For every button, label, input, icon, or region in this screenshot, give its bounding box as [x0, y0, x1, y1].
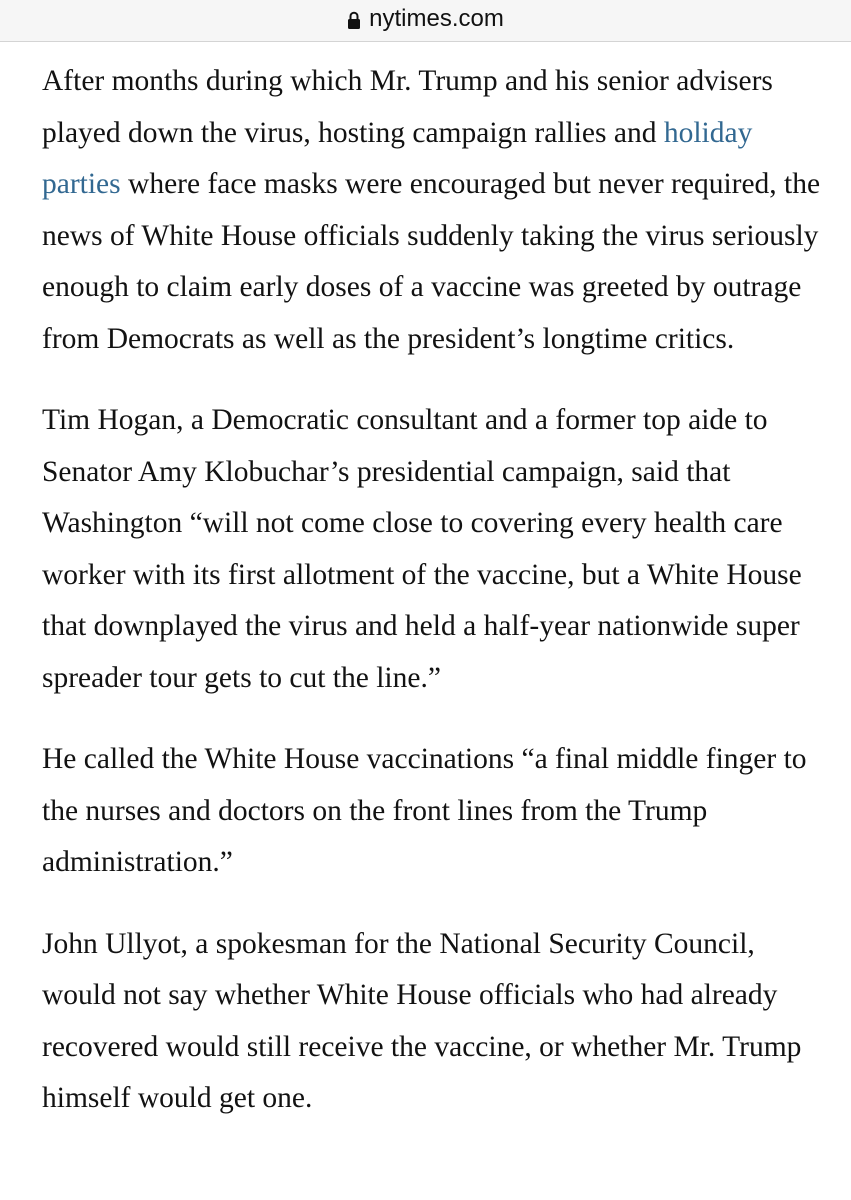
paragraph-3: He called the White House vaccinations “a final middle finger to the nurses and doctors on the front lines from the Trump administration.”	[42, 743, 807, 878]
paragraph-2: Tim Hogan, a Democratic consultant and a former top aide to Senator Amy Klobuchar’s presidential campaign, said that Washington “will not come close to covering every health care worker with its first allotment of the vaccine, but a White House that downplayed the virus and held a half-year nationwide super spreader tour gets to cut the line.”	[42, 404, 802, 694]
holiday-parties-link[interactable]: holiday parties	[42, 116, 753, 200]
paragraph-1	[42, 56, 832, 365]
article-body	[42, 56, 832, 1155]
address-bar[interactable]	[0, 0, 851, 42]
paragraph-4: John Ullyot, a spokesman for the National Security Council, would not say whether White House officials who had already recovered would still receive the vaccine, or whether Mr. Trump himself would get one.	[42, 927, 802, 1114]
lock-icon	[347, 9, 361, 29]
paragraph-1-text-end: where face masks were encouraged but never required, the news of White House officials suddenly taking the virus seriously enough to claim early doses of a vaccine was greeted by outrage from Democrats as well as the president’s longtime critics.	[42, 168, 821, 355]
url-domain: nytimes.com	[369, 4, 504, 32]
url-display[interactable]	[347, 5, 504, 33]
paragraph-1-text-start: After months during which Mr. Trump and his senior advisers played down the virus, hosting campaign rallies and	[42, 65, 773, 149]
